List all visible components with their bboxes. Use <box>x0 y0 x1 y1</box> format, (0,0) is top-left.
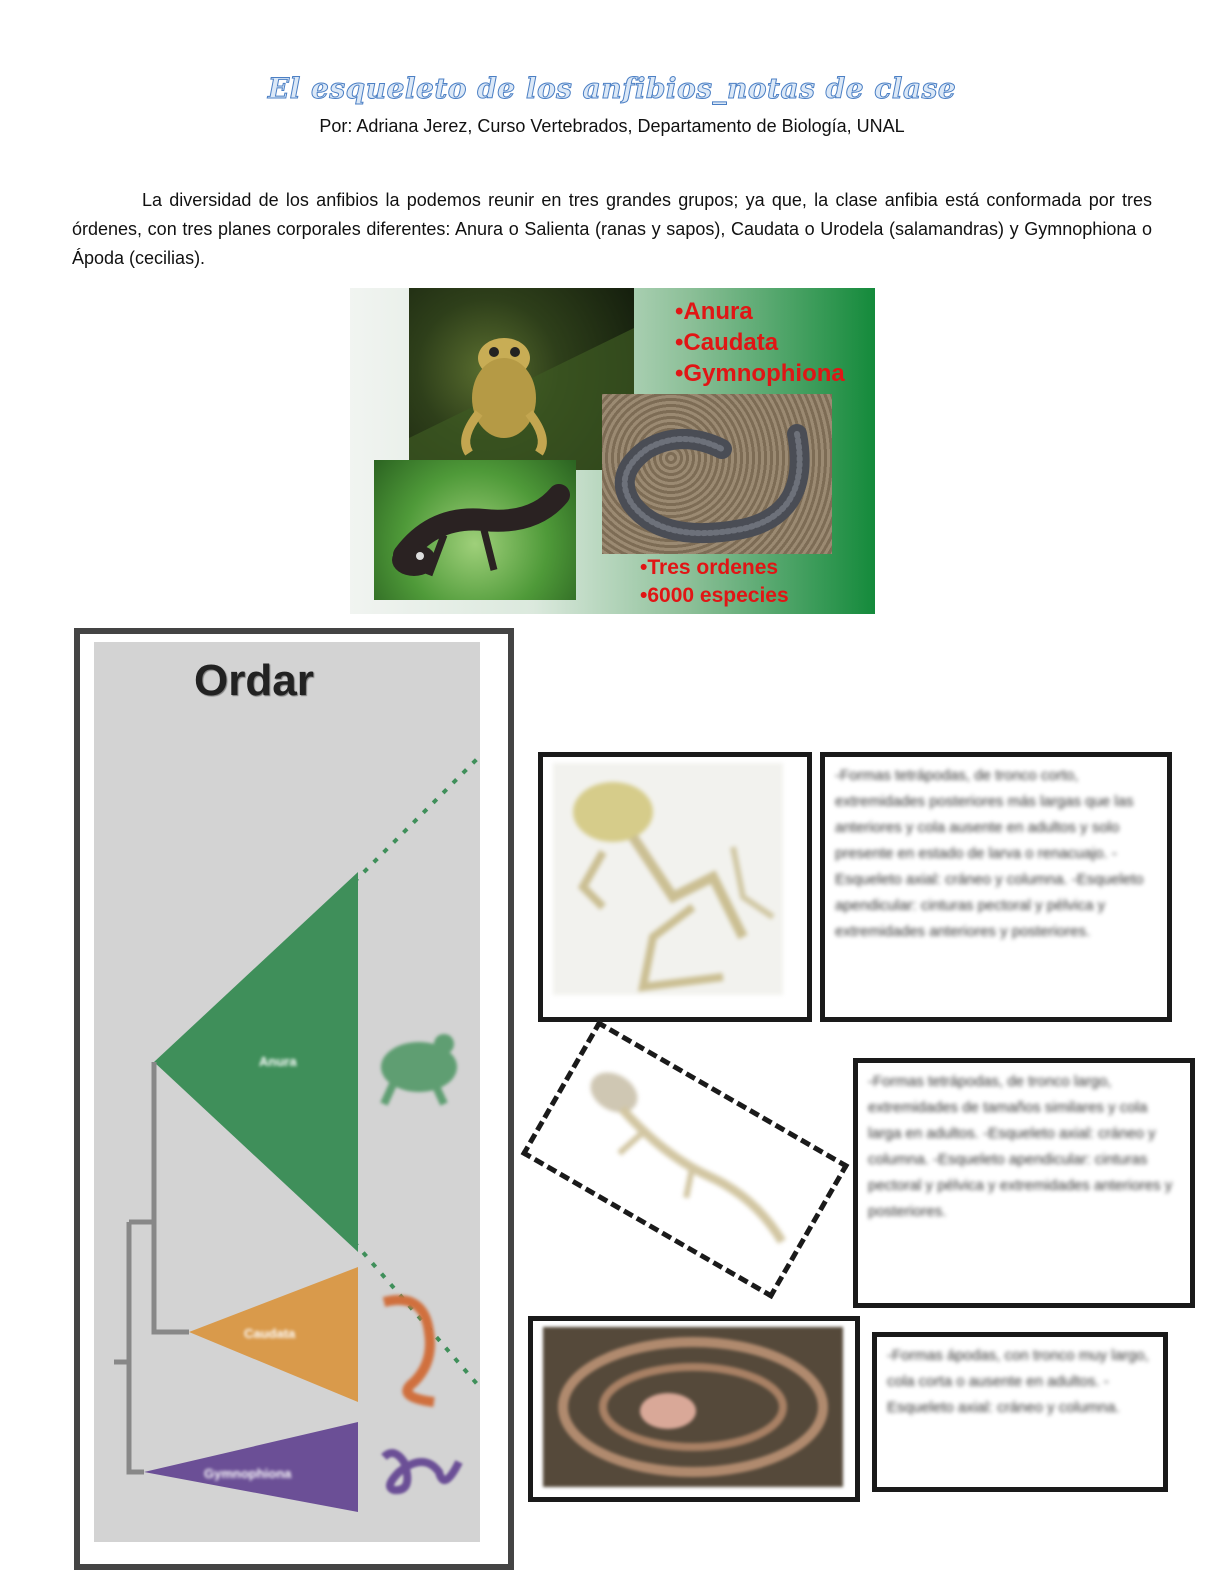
frog-photo <box>409 288 634 470</box>
gymnophiona-description-box <box>872 1332 1168 1492</box>
label-caudata: Caudata <box>244 1326 296 1341</box>
intro-text: La diversidad de los anfibios la podemos reunir en tres grandes grupos; ya que, la clase anfibia está conformada por tres órdenes, con tres planes corporales diferentes: Anura o Salienta (ranas y sapos), Caudata o Urodela (salamandras) y Gymnophiona o Ápoda (cecilias). <box>72 190 1152 268</box>
order-anura: •Anura <box>675 298 753 325</box>
caudata-description-box <box>853 1058 1195 1308</box>
label-anura: Anura <box>259 1054 297 1069</box>
gymnophiona-description: -Formas ápodas, con tronco muy largo, cola corta o ausente en adultos. -Esqueleto axial: cráneo y columna. <box>887 1347 1149 1416</box>
frog-silhouette-icon <box>381 1034 457 1104</box>
caecilian-photo <box>602 394 832 554</box>
salamander-silhouette-icon <box>384 1300 434 1402</box>
document-title: El esqueleto de los anfibios_notas de clase <box>267 72 957 105</box>
anura-skeleton-image <box>538 752 812 1022</box>
cladogram <box>74 628 514 1570</box>
intro-paragraph <box>72 186 1152 273</box>
divider-dotted-line <box>354 752 480 882</box>
cladogram-title: Ordar <box>194 656 314 705</box>
stat-species: •6000 especies <box>640 584 789 607</box>
stats-list <box>640 554 789 610</box>
caecilian-silhouette-icon <box>384 1453 459 1490</box>
tree-branches <box>114 1062 189 1472</box>
stat-orders: •Tres ordenes <box>640 556 779 579</box>
divider-dotted-line-lower <box>354 1242 480 1392</box>
order-caudata: •Caudata <box>675 329 779 356</box>
anura-description-box <box>820 752 1172 1022</box>
byline: Por: Adriana Jerez, Curso Vertebrados, Departamento de Biología, UNAL <box>319 116 905 136</box>
label-gymnophiona: Gymnophiona <box>204 1466 292 1481</box>
gymnophiona-skeleton-image <box>528 1316 860 1502</box>
anura-clade-triangle <box>154 872 358 1252</box>
cladogram-panel <box>94 642 480 1542</box>
orders-list <box>675 296 845 389</box>
order-gymnophiona: •Gymnophiona <box>675 360 845 387</box>
salamander-photo <box>374 460 576 600</box>
caudata-skeleton-image <box>521 1020 850 1299</box>
anura-description: -Formas tetrápodas, de tronco corto, extremidades posteriores más largas que las anteriores y cola ausente en adultos y solo presente en estado de larva o renacuajo. -Esqueleto axial: cráneo y columna. -Esqueleto apendicular: cinturas pectoral y pélvica y extremidades anteriores y posteriores. <box>835 767 1144 940</box>
caudata-description: -Formas tetrápodas, de tronco largo, extremidades de tamaños similares y cola larga en adultos. -Esqueleto axial: cráneo y columna. -Esqueleto apendicular: cinturas pectoral y pélvica y extremidades anteriores y posteriores. <box>868 1073 1173 1220</box>
amphibian-collage <box>350 288 875 614</box>
